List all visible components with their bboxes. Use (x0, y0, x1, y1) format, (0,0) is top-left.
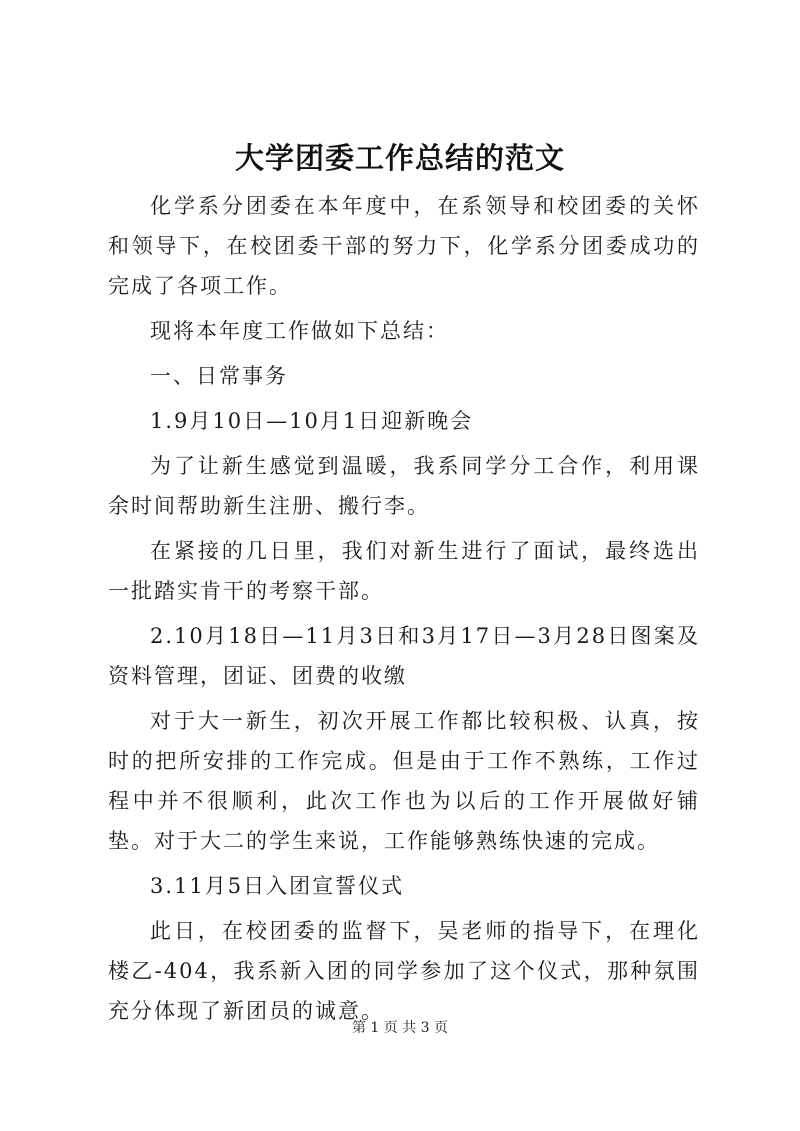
item-heading: 3.11月5日入团宣誓仪式 (150, 874, 405, 898)
paragraph: 为了让新生感觉到温暖，我系同学分工合作，利用课余时间帮助新生注册、搬行李。 (108, 454, 700, 518)
paragraph: 化学系分团委在本年度中，在系领导和校团委的关怀和领导下，在校团委干部的努力下，化学系分团委成功的完成了各项工作。 (108, 194, 700, 298)
section-heading: 一、日常事务 (150, 364, 288, 388)
document-title: 大学团委工作总结的范文 (234, 141, 565, 175)
item-heading: 2.10月18日—11月3日和3月17日—3月28日图案及资料管理，团证、团费的收缴 (108, 624, 700, 688)
page-number: 第 1 页 共 3 页 (351, 1020, 449, 1036)
paragraph: 在紧接的几日里，我们对新生进行了面试，最终选出一批踏实肯干的考察干部。 (108, 539, 700, 603)
item-heading: 1.9月10日—10月1日迎新晚会 (150, 409, 474, 433)
paragraph: 此日，在校团委的监督下，吴老师的指导下，在理化楼乙-404，我系新入团的同学参加了这个仪式，那种氛围充分体现了新团员的诚意。 (108, 919, 700, 1023)
paragraph: 现将本年度工作做如下总结： (150, 319, 449, 343)
document-body (108, 186, 700, 1036)
paragraph: 对于大一新生，初次开展工作都比较积极、认真，按时的把所安排的工作完成。但是由于工作不熟练，工作过程中并不很顺利，此次工作也为以后的工作开展做好铺垫。对于大二的学生来说，工作能够熟练快速的完成。 (108, 709, 700, 853)
page-footer (0, 1018, 800, 1038)
